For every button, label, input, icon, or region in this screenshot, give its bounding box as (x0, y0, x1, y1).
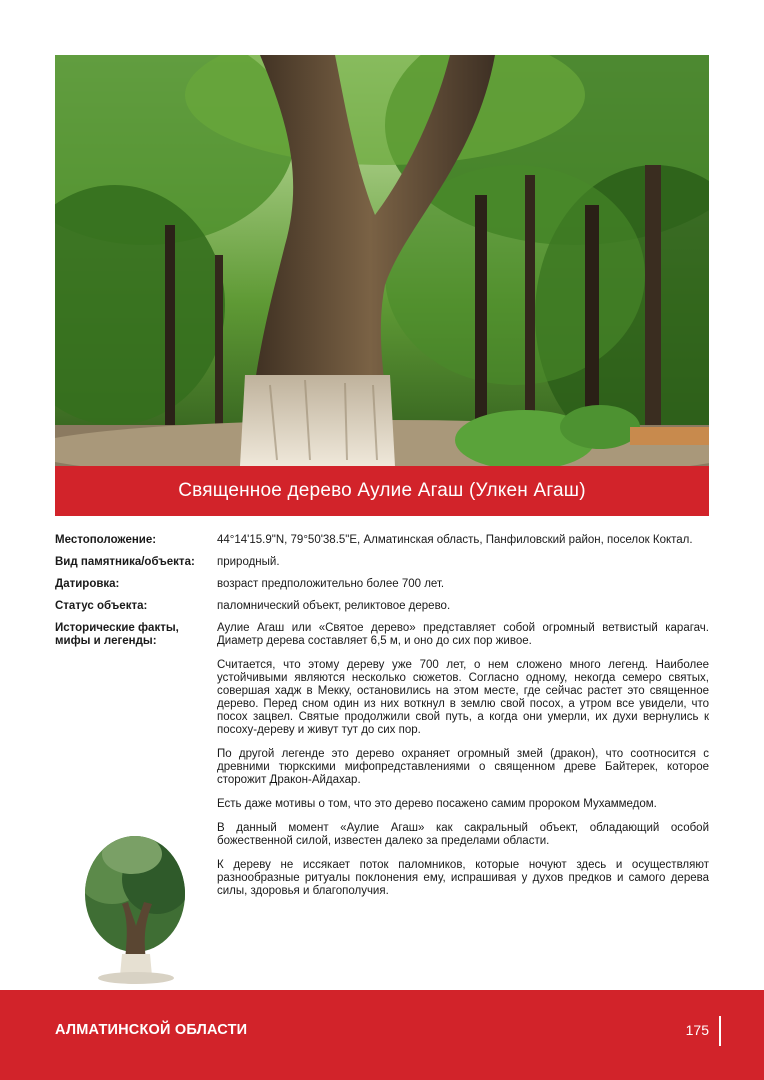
paragraph: По другой легенде это дерево охраняет огромный змей (дракон), что соотносится с древними тюркскими мифопредставлениями о священном древе Байтерек, которое сторожит Дракон-Айдахар. (217, 748, 709, 786)
field-status (55, 600, 709, 613)
field-value: природный. (217, 556, 280, 568)
hero-photo (55, 55, 709, 466)
history-text (217, 622, 709, 909)
title-band (55, 466, 709, 516)
paragraph: К дереву не иссякает поток паломников, которые ночуют здесь и осуществляют разнообразные ритуалы поклонения ему, испрашивая у духов предков и самого дерева силы, здоровья и благополучия. (217, 859, 709, 897)
footer-region-title: АЛМАТИНСКОЙ ОБЛАСТИ (55, 1022, 248, 1038)
field-label: Местоположение: (55, 534, 157, 546)
sacred-tree-photo (55, 55, 709, 466)
footer-divider (719, 1016, 721, 1046)
field-label: Исторические факты, мифы и легенды: (55, 622, 179, 647)
field-label: Датировка: (55, 578, 120, 590)
paragraph: Считается, что этому дереву уже 700 лет, о нем сложено много легенд. Наиболее устойчивыми являются несколько сюжетов. Согласно одному, некогда семеро святых, совершая хадж в Мекку, остановились на этом месте, где сейчас растет это священное дерево. Перед сном один из них воткнул в землю свой посох, а утром все увидели, что посох зацвел. Святые продолжили свой путь, а когда они умерли, их духи вернулись к посоху-дереву и живут тут до сих пор. (217, 659, 709, 736)
field-value: паломнический объект, реликтовое дерево. (217, 600, 451, 612)
field-type (55, 556, 709, 569)
field-value: возраст предположительно более 700 лет. (217, 578, 445, 590)
page-title: Священное дерево Аулие Агаш (Улкен Агаш) (178, 480, 586, 501)
paragraph: Есть даже мотивы о том, что это дерево посажено самим пророком Мухаммедом. (217, 798, 657, 810)
footer-band (0, 990, 764, 1080)
paragraph: Аулие Агаш или «Святое дерево» представляет собой огромный ветвистый карагач. Диаметр дерева составляет 6,5 м, и оно до сих пор живое. (217, 622, 709, 647)
page-number: 175 (685, 1022, 709, 1038)
tree-thumbnail (82, 834, 188, 986)
field-label: Статус объекта: (55, 600, 148, 612)
field-location (55, 534, 709, 547)
tree-thumbnail-image (82, 834, 188, 986)
paragraph: В данный момент «Аулие Агаш» как сакральный объект, обладающий особой божественной силой, известен далеко за пределами области. (217, 822, 709, 847)
field-label: Вид памятника/объекта: (55, 556, 195, 568)
field-dating (55, 578, 709, 591)
field-value: 44°14'15.9"N, 79°50'38.5"E, Алматинская область, Панфиловский район, поселок Коктал. (217, 534, 693, 546)
